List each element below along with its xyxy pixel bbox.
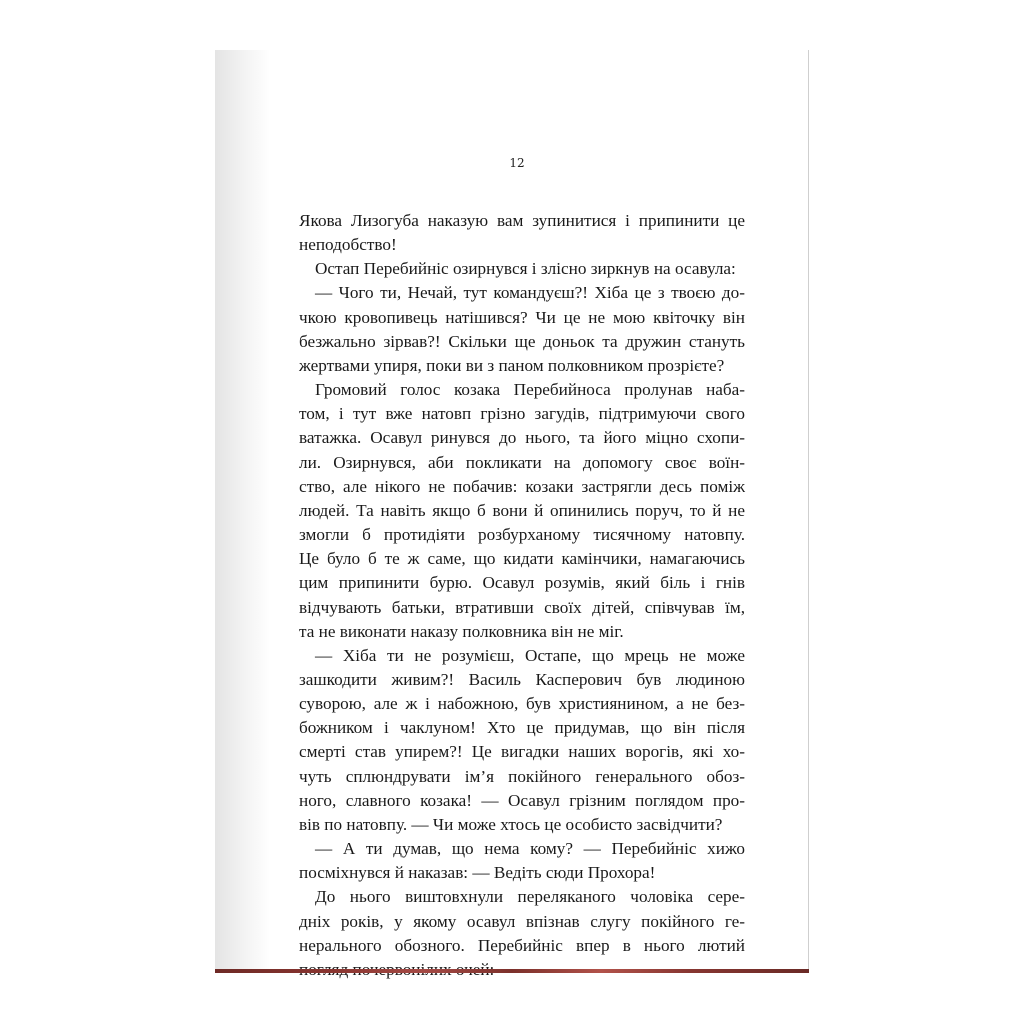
text-line: Громовий голос козака Перебийноса пролунав наба-: [315, 380, 745, 400]
text-line: ного, славного козака! — Осавул грізним поглядом про-: [299, 790, 745, 810]
text-line: — А ти думав, що нема кому? — Перебийніс хижо: [315, 839, 745, 859]
text-line: суворою, але ж і набожною, був християнином, а не без-: [299, 694, 745, 714]
text-line: зашкодити живим?! Василь Касперович був людиною: [299, 669, 745, 689]
text-line: — Чого ти, Нечай, тут командуєш?! Хіба це з твоєю до-: [315, 283, 745, 303]
page-number: 12: [509, 156, 525, 170]
text-line: нерального обозного. Перебийніс впер в нього лютий: [299, 935, 745, 955]
text-line: До нього виштовхнули переляканого чоловіка сере-: [315, 887, 745, 907]
text-line: людей. Та навіть якщо б вони й опинились поруч, то й не: [299, 500, 745, 520]
text-line: том, і тут вже натовп грізно загудів, підтримуючи свого: [299, 404, 745, 424]
text-line: змогли б протидіяти розбурханому тисячному натовпу.: [299, 525, 745, 545]
text-line: вів по натовпу. — Чи може хтось це особисто засвідчити?: [299, 814, 723, 834]
book-page: [215, 50, 809, 970]
text-line: посміхнувся й наказав: — Ведіть сюди Прохора!: [299, 863, 656, 883]
text-line: ли. Озирнувся, аби покликати на допомогу своє воїн-: [299, 452, 745, 472]
text-line: неподобство!: [299, 235, 397, 255]
text-line: жертвами упиря, поки ви з паном полковником прозрієте?: [299, 355, 725, 375]
text-line: божником і чаклуном! Хто це придумав, що він після: [299, 718, 745, 738]
text-line: ство, але нікого не побачив: козаки застрягли десь поміж: [299, 476, 745, 496]
page-bottom-edge: [215, 969, 809, 973]
text-line: Остап Перебийніс озирнувся і злісно зиркнув на осавула:: [315, 259, 736, 279]
text-line: дніх років, у якому осавул впізнав слугу покійного ге-: [299, 911, 745, 931]
text-line: відчувають батьки, втративши своїх дітей, співчував їм,: [299, 597, 745, 617]
text-line: смерті став упирем?! Це вигадки наших ворогів, які хо-: [299, 742, 745, 762]
page-body-text: [299, 209, 745, 982]
text-line: безжально зірвав?! Скільки ще доньок та дружин стануть: [299, 331, 745, 351]
text-line: та не виконати наказу полковника він не міг.: [299, 621, 624, 641]
text-line: цим припинити бурю. Осавул розумів, який біль і гнів: [299, 573, 745, 593]
text-line: Це було б те ж саме, що кидати камінчики, намагаючись: [299, 549, 745, 569]
text-line: Якова Лизогуба наказую вам зупинитися і припинити це: [299, 211, 745, 230]
text-line: чуть сплюндрувати ім’я покійного генерального обоз-: [299, 766, 745, 786]
text-line: — Хіба ти не розумієш, Остапе, що мрець не може: [315, 645, 745, 665]
text-line: ватажка. Осавул ринувся до нього, та його міцно схопи-: [299, 428, 745, 448]
text-line: чкою кровопивець натішився? Чи це не мою квіточку він: [299, 307, 745, 327]
